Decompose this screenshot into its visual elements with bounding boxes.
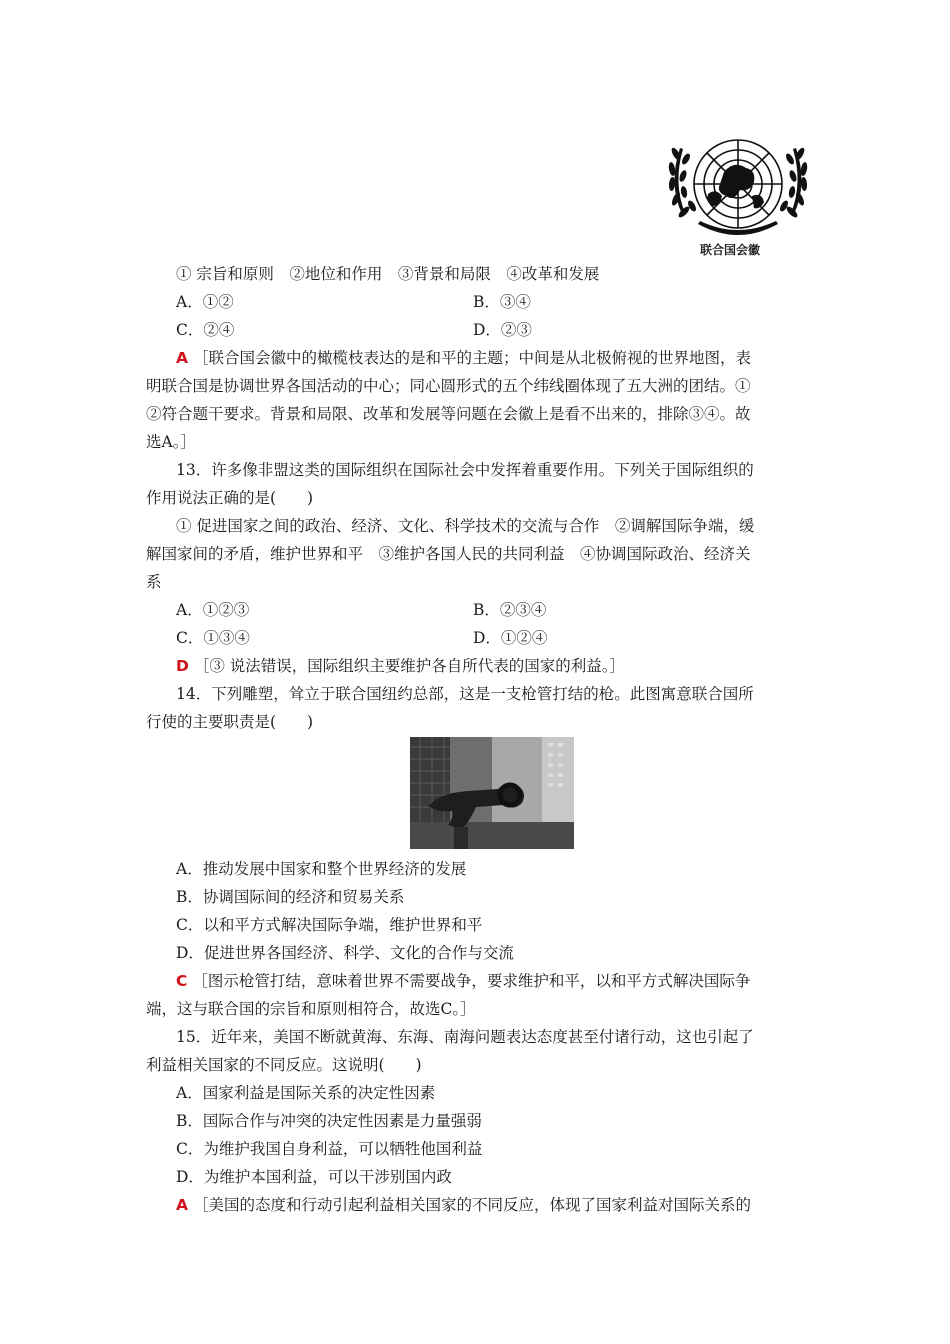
emblem-caption: 联合国会徽 (700, 243, 761, 257)
q13-items-line-3: 系 (146, 573, 162, 591)
q14-stem-line-1: 14．下列雕塑，耸立于联合国纽约总部，这是一支枪管打结的枪。此图寓意联合国所 (176, 685, 754, 703)
q12-answer: A (176, 349, 188, 367)
q14-option-b: B．协调国际间的经济和贸易关系 (176, 888, 405, 906)
q14-option-c: C．以和平方式解决国际争端，维护世界和平 (176, 916, 483, 934)
q14-answer: C (176, 972, 188, 990)
q14-stem-line-2: 行使的主要职责是( ) (146, 713, 314, 731)
q12-explanation-line-1 (176, 346, 751, 368)
q15-explanation-line-1 (176, 1193, 751, 1215)
q12-explanation-line-2: 明联合国是协调世界各国活动的中心；同心圆形式的五个纬线圈体现了五大洲的团结。① (146, 377, 751, 395)
q13-items-line-1: ① 促进国家之间的政治、经济、文化、科学技术的交流与合作 ②调解国际争端，缓 (176, 517, 755, 535)
q14-option-d: D．促进世界各国经济、科学、文化的合作与交流 (176, 944, 514, 962)
q14-explanation-text: ［图示枪管打结，意味着世界不需要战争，要求维护和平，以和平方式解决国际争 (192, 972, 751, 990)
q15-option-b: B．国际合作与冲突的决定性因素是力量强弱 (176, 1112, 482, 1130)
q12-option-d: D．②③ (473, 321, 532, 339)
q13-option-b: B．②③④ (473, 601, 547, 619)
q14-explanation-line-2: 端，这与联合国的宗旨和原则相符合，故选C。］ (146, 1000, 476, 1018)
q15-option-d: D．为维护本国利益，可以干涉别国内政 (176, 1168, 452, 1186)
q13-items-line-2: 解国家间的矛盾，维护世界和平 ③维护各国人民的共同利益 ④协调国际政治、经济关 (146, 545, 751, 563)
q12-items: ① 宗旨和原则 ②地位和作用 ③背景和局限 ④改革和发展 (176, 265, 600, 283)
q12-option-c: C．②④ (176, 321, 235, 339)
q15-stem-line-2: 利益相关国家的不同反应。这说明( ) (146, 1056, 422, 1074)
q15-explanation-text: ［美国的态度和行动引起利益相关国家的不同反应，体现了国家利益对国际关系的 (192, 1196, 751, 1214)
q15-option-c: C．为维护我国自身利益，可以牺牲他国利益 (176, 1140, 483, 1158)
q15-option-a: A．国家利益是国际关系的决定性因素 (176, 1084, 436, 1102)
q13-explanation-line (176, 654, 625, 676)
q12-explanation-line-3: ②符合题干要求。背景和局限、改革和发展等问题在会徽上是看不出来的，排除③④。故 (146, 405, 751, 423)
q12-explanation-text: ［联合国会徽中的橄榄枝表达的是和平的主题；中间是从北极俯视的世界地图，表 (192, 349, 751, 367)
q12-explanation-line-4: 选A。］ (146, 433, 196, 451)
q14-option-a: A．推动发展中国家和整个世界经济的发展 (176, 860, 467, 878)
q13-stem-line-2: 作用说法正确的是( ) (146, 489, 314, 507)
q13-option-c: C．①③④ (176, 629, 250, 647)
q15-answer: A (176, 1196, 188, 1214)
q14-explanation-line-1 (176, 969, 750, 991)
q13-explanation-text: ［③ 说法错误，国际组织主要维护各自所代表的国家的利益。］ (193, 657, 625, 675)
q12-option-a: A．①② (176, 293, 234, 311)
q13-option-d: D．①②④ (473, 629, 548, 647)
knotted-gun-sculpture-photo (410, 737, 574, 849)
q12-option-b: B．③④ (473, 293, 531, 311)
q13-option-a: A．①②③ (176, 601, 250, 619)
q13-stem-line-1: 13．许多像非盟这类的国际组织在国际社会中发挥着重要作用。下列关于国际组织的 (176, 461, 754, 479)
q15-stem-line-1: 15．近年来，美国不断就黄海、东海、南海问题表达态度甚至付诸行动，这也引起了 (176, 1028, 754, 1046)
q13-answer: D (176, 657, 189, 675)
